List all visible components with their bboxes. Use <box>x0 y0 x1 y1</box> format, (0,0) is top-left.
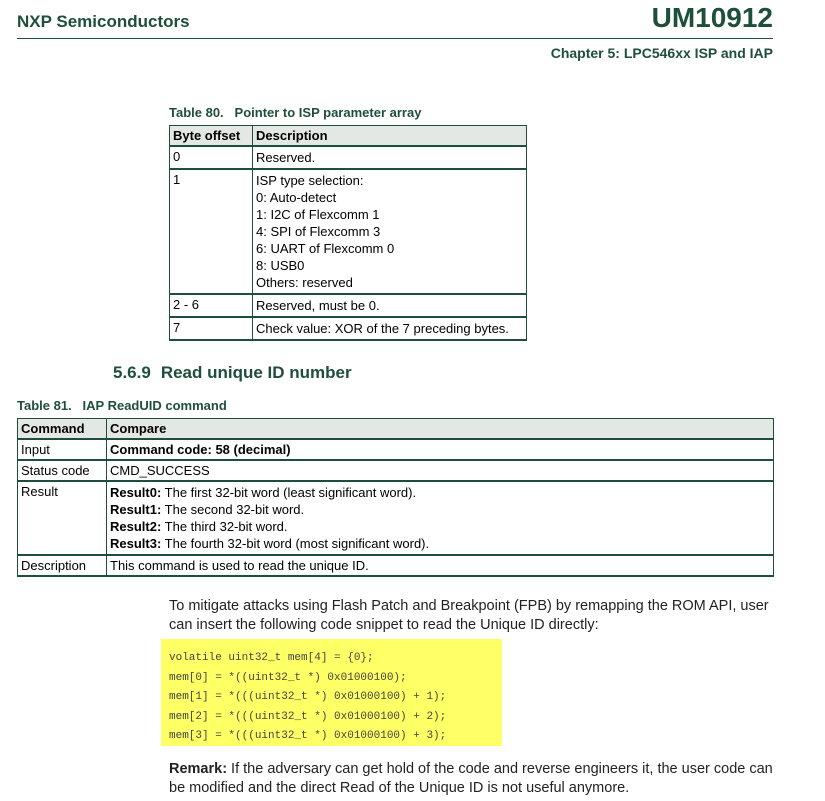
desc-line: 4: SPI of Flexcomm 3 <box>256 224 381 239</box>
table80-caption-title: Pointer to ISP parameter array <box>234 105 422 120</box>
row-label: Input <box>18 439 107 460</box>
result-text: The fourth 32-bit word (most significant word). <box>161 536 430 551</box>
table-row <box>170 294 527 317</box>
code-line: mem[0] = *((uint32_t *) 0x01000100); <box>169 671 407 684</box>
header-divider <box>17 38 773 39</box>
table-row <box>18 481 774 555</box>
row-value: This command is used to read the unique ID. <box>107 555 774 576</box>
table80-header-description: Description <box>253 126 527 147</box>
result-line <box>110 518 770 535</box>
result-line <box>110 484 770 501</box>
table81-header-compare: Compare <box>107 419 774 440</box>
remark-text: If the adversary can get hold of the code and reverse engineers it, the user code can be modified and the direct Read of the Unique ID is not useful anymore. <box>169 761 773 796</box>
row-label: Status code <box>18 460 107 481</box>
table80-desc-cell <box>253 169 527 294</box>
result-label: Result3: <box>110 536 162 551</box>
table80-desc-cell <box>253 146 527 169</box>
remark-label: Remark: <box>169 761 228 777</box>
table-row <box>18 460 774 481</box>
table-row <box>170 146 527 169</box>
row-label: Result <box>18 481 107 555</box>
table-row <box>170 317 527 340</box>
desc-line: 6: UART of Flexcomm 0 <box>256 241 395 256</box>
table80-header-offset: Byte offset <box>170 126 253 147</box>
table81-caption-number: Table 81. <box>17 398 72 413</box>
table80-caption-number: Table 80. <box>169 105 224 120</box>
code-snippet <box>161 639 502 746</box>
result-label: Result1: <box>110 502 162 517</box>
desc-line: Reserved. <box>256 150 316 165</box>
table81 <box>17 418 774 577</box>
company-name: NXP Semiconductors <box>17 12 190 31</box>
desc-line: 1: I2C of Flexcomm 1 <box>256 207 380 222</box>
table80 <box>169 125 527 341</box>
mitigation-paragraph: To mitigate attacks using Flash Patch and Breakpoint (FPB) by remapping the ROM API, user can insert the following code snippet to read the Unique ID directly: <box>169 598 769 633</box>
row-label: Description <box>18 555 107 576</box>
code-line: mem[1] = *(((uint32_t *) 0x01000100) + 1); <box>169 691 447 703</box>
table81-header-command: Command <box>18 419 107 440</box>
chapter-title: Chapter 5: LPC546xx ISP and IAP <box>550 45 773 61</box>
table80-offset-cell: 1 <box>170 169 253 294</box>
document-id: UM10912 <box>651 2 773 33</box>
table80-desc-cell <box>253 317 527 340</box>
desc-line: 8: USB0 <box>256 258 305 273</box>
table-row <box>170 169 527 294</box>
table80-desc-cell <box>253 294 527 317</box>
result-text: The second 32-bit word. <box>161 502 305 517</box>
result-line <box>110 501 770 518</box>
table-row <box>18 439 774 460</box>
section-heading <box>113 363 352 383</box>
result-label: Result2: <box>110 519 162 534</box>
code-line: mem[2] = *(((uint32_t *) 0x01000100) + 2); <box>169 710 447 723</box>
section-number: 5.6.9 <box>113 363 151 382</box>
result-text: The third 32-bit word. <box>161 519 288 534</box>
table81-caption <box>17 398 227 413</box>
table80-offset-cell: 2 - 6 <box>170 294 253 317</box>
row-value <box>107 481 774 555</box>
table80-caption <box>169 105 421 120</box>
desc-line: Reserved, must be 0. <box>256 298 380 313</box>
desc-line: 0: Auto-detect <box>256 190 337 205</box>
desc-line: ISP type selection: <box>256 173 364 188</box>
result-text: The first 32-bit word (least significant word). <box>161 485 417 500</box>
table80-offset-cell: 7 <box>170 317 253 340</box>
code-line: mem[3] = *(((uint32_t *) 0x01000100) + 3); <box>169 730 447 742</box>
result-label: Result0: <box>110 485 162 500</box>
remark-paragraph <box>169 760 779 798</box>
section-title: Read unique ID number <box>160 363 352 382</box>
table80-offset-cell: 0 <box>170 146 253 169</box>
table80-header-row <box>170 126 527 147</box>
table-row <box>18 555 774 576</box>
desc-line: Check value: XOR of the 7 preceding bytes. <box>256 321 509 336</box>
table81-caption-title: IAP ReadUID command <box>82 398 227 413</box>
code-line: volatile uint32_t mem[4] = {0}; <box>169 652 374 664</box>
table81-header-row <box>18 419 774 440</box>
result-line <box>110 535 770 552</box>
desc-line: Others: reserved <box>256 275 353 290</box>
row-value: CMD_SUCCESS <box>107 460 774 481</box>
row-value: Command code: 58 (decimal) <box>107 439 774 460</box>
